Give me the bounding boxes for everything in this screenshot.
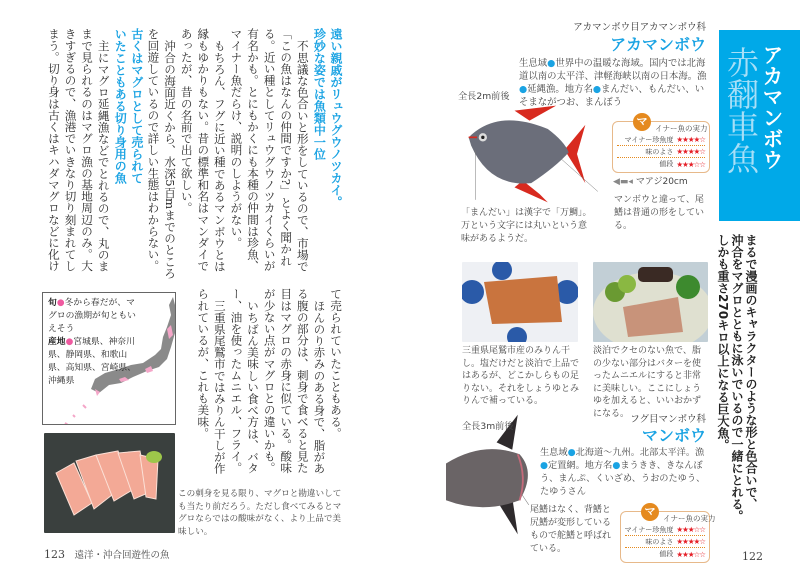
local-name-label: 地方名 [584, 460, 613, 471]
body-text-bottom [180, 288, 344, 484]
paragraph: いちばん美味しい食べ方は、バター、油を使ったムニエル、フライ。 [229, 288, 261, 474]
habitat-label: 生息域 [519, 58, 548, 69]
habitat-label: 生息域 [540, 447, 568, 458]
horse-mackerel-icon: ◀▬◂ [613, 177, 633, 187]
akamanbo-info [519, 57, 709, 109]
paragraph: 主にマグロ延縄漁などでとれるので、丸のままで見られるのはマグロ漁の基地周辺のみ。大きすぎるので、漁港でいきなり切り刻まれてしまう。切り身は古くはキハダマグロなどに化け [46, 28, 111, 272]
origin-label: 産地 [48, 337, 66, 347]
paragraph: ほんのり赤みのある身で、脂がある腹の部分は、刺身で食べると見た目はマグロの赤身に似ている。酸味が少ない点がマグロとの違いかも。 [262, 288, 327, 474]
akamanbo-name-caption: 「まんだい」は漢字で「万鯛」。万という文字には丸いという意味があるようだ。 [461, 208, 592, 244]
method-label: 漁 [695, 447, 705, 458]
rating-label: 値段 [659, 550, 674, 558]
rating-row [625, 524, 705, 536]
heading-distant-relative [311, 28, 344, 280]
lead-line: しかも重さ270キロ以上になる巨大魚。 [716, 234, 730, 452]
page-number: 122 [742, 550, 763, 563]
akamanbo-length: 全長2m前後 [458, 91, 510, 102]
local-name-label: 地方名 [564, 84, 593, 95]
rating-label: 味のよさ [645, 147, 674, 156]
star-rating: ★★★☆☆ [676, 525, 705, 534]
method-label: 漁 [697, 71, 707, 82]
manbo-name: マンボウ [641, 426, 706, 445]
scale-label: マアジ20cm [635, 177, 688, 187]
habitat-text: 世界中の温暖な海域。国内では北海道以南の太平洋、津軽海峡以南の日本海。 [519, 58, 706, 82]
star-rating: ★★★★☆ [676, 135, 705, 144]
minor-badge-icon: マ [641, 503, 659, 521]
bullet-icon: ● [540, 460, 549, 471]
paragraph: 三重県尾鷲市ではみりん干しが作られているが、これも美味。 [196, 288, 227, 474]
lead-line: 沖合をマグロとともに泳いでいるので一緒にとれる。 [730, 234, 744, 522]
page-number: 123 [44, 548, 65, 561]
title-box [719, 30, 800, 221]
paragraph: もちろん、フグに近い種であるマンボウとは縁もゆかりもない。昔の標準和名はマンダイであったが、昔の名前で出て欲しい。 [179, 28, 227, 272]
left-footer [44, 547, 170, 561]
origin-text: 宮城県、神奈川県、静岡県、和歌山県、高知県、宮崎県、沖縄県 [48, 337, 136, 386]
bullet-icon: ● [567, 447, 576, 458]
akamanbo-rating-box [612, 115, 710, 173]
manbo-rating-box [620, 505, 716, 563]
rating-label: マイナー珍魚度 [624, 525, 674, 534]
season-text: 冬から春だが、マグロの漁期が旬ともいえそう [48, 298, 136, 334]
rating-row [625, 536, 705, 548]
rating-header: イナー魚の実力 [655, 124, 708, 133]
star-rating: ★★★☆☆ [676, 549, 705, 559]
akamanbo-fish-image [452, 104, 602, 204]
bullet-icon: ● [612, 460, 621, 471]
manbo-info [540, 446, 710, 498]
rating-row [617, 146, 705, 158]
heading-line: いたこともある切り身用の魚 [113, 28, 128, 184]
star-rating: ★★★★☆ [676, 147, 705, 156]
local-name-text: まうきき、きなんぼう、まんぷ、くいざめ、うおのたゆう、たゆうさん [540, 460, 706, 497]
heading-sold-as-tuna [112, 28, 145, 280]
heading-line: 遠い親戚がリュウグウノツカイ。 [329, 28, 343, 208]
title-kanji: 赤翻車魚 [722, 46, 760, 174]
mirin-boshi-caption: 三重県尾鷲市産のみりん干し。塩だけだと淡泊で上品ではあるが、どこかしらもの足りない。それをしょうゆとみりんで補っている。 [462, 346, 580, 406]
paragraph: て売られていたこともある。 [329, 288, 343, 439]
title-kana: アカマンボウ [760, 44, 784, 170]
rating-label: 味のよさ [645, 537, 674, 546]
lead-text [716, 234, 758, 534]
scale-reference [613, 176, 688, 188]
bullet-icon: ● [56, 298, 65, 308]
star-rating: ★★★☆☆ [676, 159, 705, 169]
sashimi-photo [44, 433, 175, 533]
manbo-family: フグ目マンボウ科 [630, 414, 706, 425]
rating-row [617, 134, 705, 146]
manbo-length: 全長3m前後 [462, 421, 514, 432]
akamanbo-tail-caption: マンボウと違って、尾鰭は普通の形をしている。 [614, 195, 705, 231]
mirin-boshi-photo [462, 262, 578, 342]
bullet-icon: ● [65, 337, 74, 347]
method-text: 定置網。 [548, 460, 585, 471]
season-origin-map-box [42, 292, 176, 425]
paragraph: 不思議な色合いと形をしているので、市場で「この魚はなんの仲間ですか?」とよく聞かれる。近い種としてリュウグウノツカイくらいが有名かも。とにもかくにも本種の仲間は珍魚、マイナー魚だらけ、説明のしようがない。 [229, 28, 310, 272]
star-rating: ★★★★☆ [676, 537, 705, 546]
rating-label: 値段 [659, 160, 674, 168]
season-label: 旬 [48, 298, 57, 308]
section-title: 遠洋・沖合回遊性の魚 [74, 550, 170, 561]
local-name-text: まんだい、もんだい、いそまながつお、まんぼう [519, 84, 705, 108]
heading-line: 古くはマグロとして売られて [129, 28, 144, 184]
meuniere-photo [593, 262, 708, 342]
lead-line: まるで漫画のキャラクターのような形と色合いで、 [744, 234, 758, 510]
meuniere-caption: 淡泊でクセのない魚で、脂の少ない部分はバターを使ったムニエルにすると非常に美味しい。ここにしょうゆを加えると、いいおかずになる。 [593, 346, 702, 419]
rating-row [617, 158, 705, 170]
heading-line: 珍妙な姿では魚類中一位 [312, 28, 327, 160]
paragraph: 沖合の海面近くから、水深5百mまでのところを回遊しているので詳しい生態はわからない。 [146, 28, 178, 279]
minor-badge-icon: マ [633, 113, 651, 131]
akamanbo-name: アカマンボウ [610, 35, 706, 54]
bullet-icon: ● [547, 58, 556, 69]
season-origin-text [48, 297, 138, 388]
rating-header: イナー魚の実力 [663, 514, 716, 523]
bullet-icon: ● [519, 84, 528, 95]
manbo-caption: 尾鰭はなく、背鰭と尻鰭が変形しているもので舵鰭と呼ばれている。 [530, 505, 612, 554]
sashimi-caption: この刺身を見る限り、マグロと勘違いしても当たり前だろう。ただし食べてみるとマグロならではの酸味がなく、より上品で美味しい。 [178, 489, 342, 537]
habitat-text: 北海道〜九州。北部太平洋。 [575, 447, 696, 458]
method-text: 延縄漁。 [527, 84, 565, 95]
rating-label: マイナー珍魚度 [624, 135, 674, 144]
rating-row [625, 548, 705, 560]
body-text-top [30, 28, 344, 280]
bullet-icon: ● [592, 84, 602, 95]
akamanbo-family: アカマンボウ目アカマンボウ科 [573, 22, 706, 33]
